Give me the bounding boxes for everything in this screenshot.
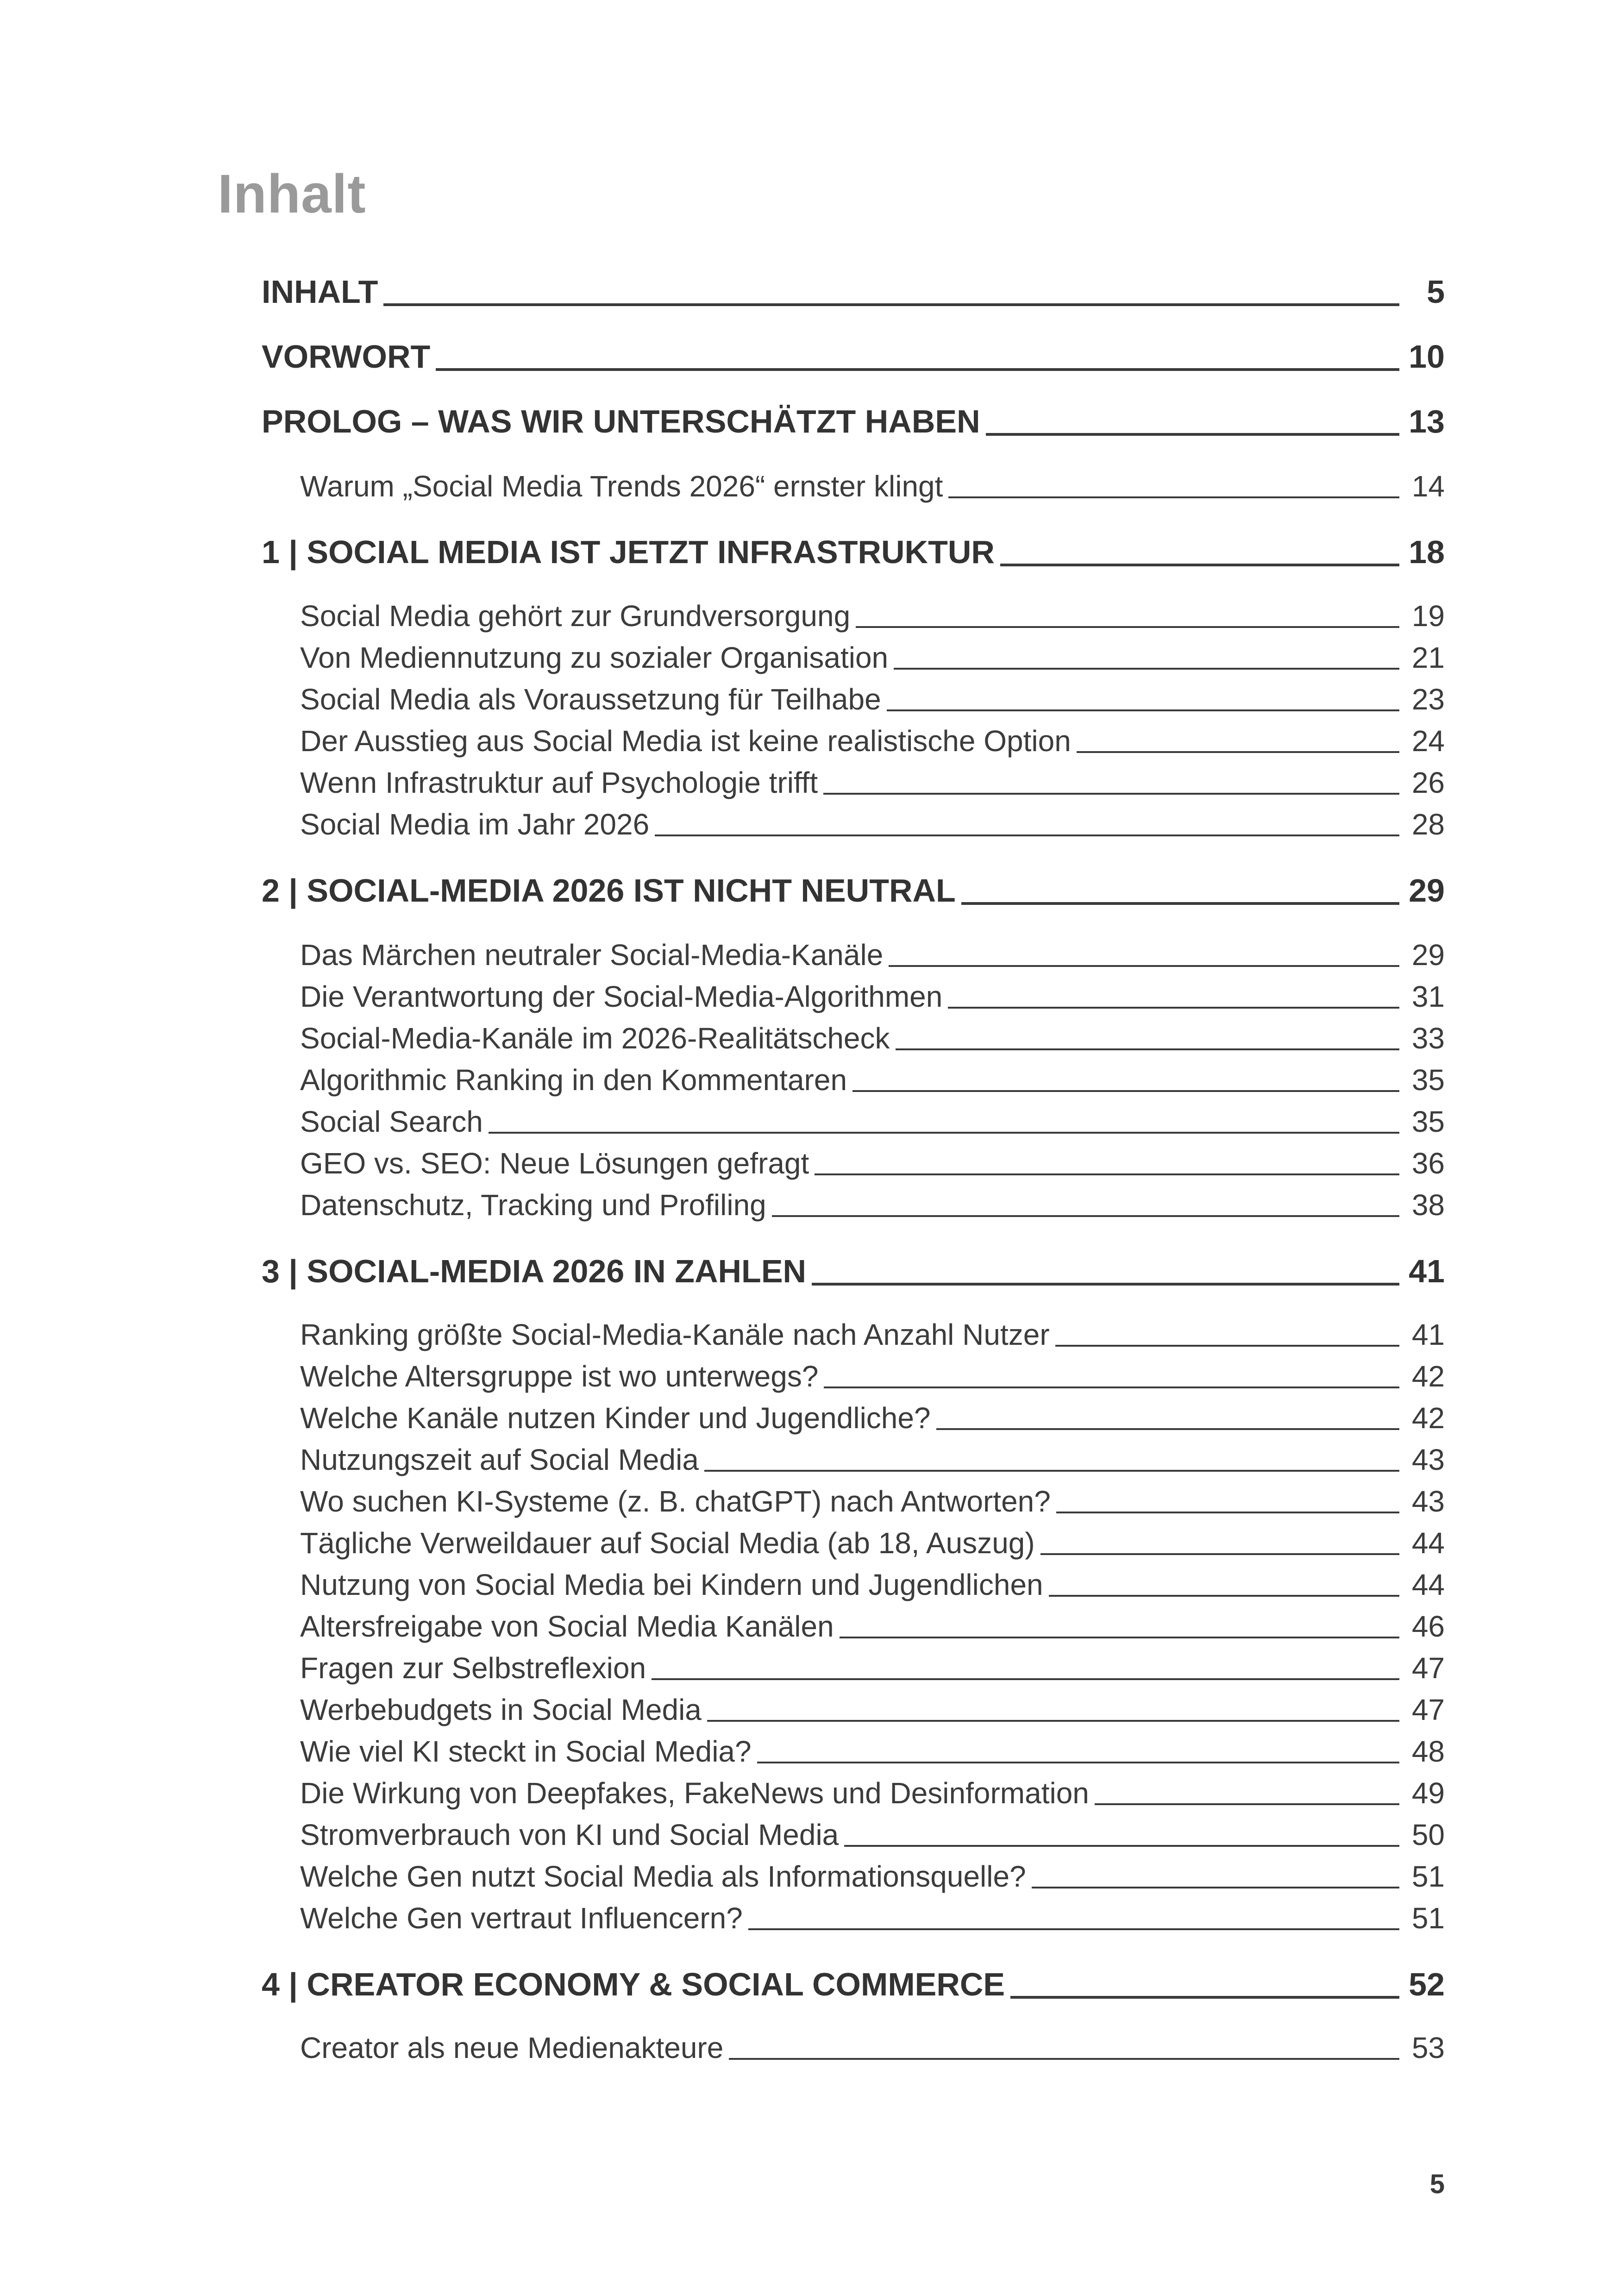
toc-entry-page-number: 48 xyxy=(1411,1735,1445,1768)
toc-entry-page-number: 31 xyxy=(1411,980,1445,1013)
toc-entry-title: Tägliche Verweildauer auf Social Media (ab 18, Auszug) xyxy=(300,1526,1035,1560)
toc-leader-line xyxy=(889,965,1399,967)
toc-leader-line xyxy=(704,1470,1399,1472)
toc-leader-line xyxy=(948,1007,1399,1009)
toc-leader-line xyxy=(894,668,1399,670)
toc-entry-page-number: 36 xyxy=(1411,1147,1445,1180)
toc-leader-line xyxy=(707,1720,1399,1722)
toc-chapter-entry[interactable] xyxy=(262,405,1445,438)
toc-entry-title: Ranking größte Social-Media-Kanäle nach Anzahl Nutzer xyxy=(300,1318,1050,1351)
toc-leader-line xyxy=(815,1173,1399,1175)
toc-section-entry[interactable] xyxy=(300,1023,1445,1053)
toc-entry-title: Welche Kanäle nutzen Kinder und Jugendliche? xyxy=(300,1401,931,1435)
toc-section-entry[interactable] xyxy=(300,1320,1445,1349)
toc-leader-line xyxy=(936,1428,1399,1430)
toc-leader-line xyxy=(1077,751,1399,753)
toc-leader-line xyxy=(1049,1595,1399,1597)
toc-chapter-entry[interactable] xyxy=(262,1968,1445,2001)
toc-section-entry[interactable] xyxy=(300,1695,1445,1725)
toc-leader-line xyxy=(729,2058,1399,2060)
toc-entry-title: PROLOG – WAS WIR UNTERSCHÄTZT HABEN xyxy=(262,403,980,439)
toc-section-entry[interactable] xyxy=(300,1148,1445,1178)
toc-entry-page-number: 5 xyxy=(1427,274,1445,310)
toc-entry-title: Die Verantwortung der Social-Media-Algorithmen xyxy=(300,980,943,1013)
toc-entry-page-number: 51 xyxy=(1411,1901,1445,1935)
toc-leader-line xyxy=(812,1283,1399,1286)
toc-entry-title: Fragen zur Selbstreflexion xyxy=(300,1651,646,1685)
toc-entry-page-number: 28 xyxy=(1411,808,1445,841)
toc-entry-title: Altersfreigabe von Social Media Kanälen xyxy=(300,1610,834,1643)
toc-section-entry[interactable] xyxy=(300,1487,1445,1516)
toc-section-entry[interactable] xyxy=(300,1190,1445,1220)
toc-section-entry[interactable] xyxy=(300,1445,1445,1474)
toc-entry-page-number: 38 xyxy=(1411,1188,1445,1222)
toc-entry-page-number: 19 xyxy=(1411,599,1445,633)
toc-leader-line xyxy=(1055,1345,1399,1347)
toc-entry-title: 4 | CREATOR ECONOMY & SOCIAL COMMERCE xyxy=(262,1966,1005,2002)
toc-leader-line xyxy=(1032,1887,1399,1888)
toc-entry-title: VORWORT xyxy=(262,339,431,375)
toc-entry-page-number: 51 xyxy=(1411,1860,1445,1893)
toc-leader-line xyxy=(1040,1553,1399,1555)
toc-section-entry[interactable] xyxy=(300,2033,1445,2063)
toc-section-entry[interactable] xyxy=(300,940,1445,970)
toc-entry-page-number: 33 xyxy=(1411,1022,1445,1055)
toc-entry-page-number: 29 xyxy=(1409,872,1445,909)
toc-entry-title: Welche Gen vertraut Influencern? xyxy=(300,1901,743,1935)
toc-leader-line xyxy=(824,1386,1399,1388)
toc-section-entry[interactable] xyxy=(300,1737,1445,1766)
toc-entry-title: Social Media als Voraussetzung für Teilhabe xyxy=(300,683,881,716)
toc-leader-line xyxy=(961,902,1399,905)
toc-leader-line xyxy=(887,709,1399,711)
toc-entry-page-number: 21 xyxy=(1411,641,1445,674)
toc-entry-title: Nutzungszeit auf Social Media xyxy=(300,1443,699,1476)
toc-entry-title: Wo suchen KI-Systeme (z. B. chatGPT) nach Antworten? xyxy=(300,1485,1051,1518)
toc-entry-title: 2 | SOCIAL-MEDIA 2026 IST NICHT NEUTRAL xyxy=(262,872,956,909)
toc-leader-line xyxy=(948,496,1399,498)
toc-leader-line xyxy=(986,433,1399,436)
toc-entry-title: Social Search xyxy=(300,1105,483,1138)
toc-entry-title: Von Mediennutzung zu sozialer Organisation xyxy=(300,641,889,674)
toc-leader-line xyxy=(823,793,1399,795)
toc-section-entry[interactable] xyxy=(300,471,1445,501)
toc-chapter-entry[interactable] xyxy=(262,340,1445,373)
toc-leader-line xyxy=(840,1637,1399,1638)
toc-section-entry[interactable] xyxy=(300,684,1445,714)
toc-entry-page-number: 41 xyxy=(1411,1318,1445,1351)
toc-leader-line xyxy=(1010,1996,1399,1999)
toc-entry-page-number: 44 xyxy=(1411,1526,1445,1560)
toc-leader-line xyxy=(896,1048,1400,1050)
toc-section-entry[interactable] xyxy=(300,1528,1445,1558)
toc-section-entry[interactable] xyxy=(300,1653,1445,1683)
toc-entry-title: Welche Gen nutzt Social Media als Informationsquelle? xyxy=(300,1860,1026,1893)
toc-entry-page-number: 44 xyxy=(1411,1568,1445,1601)
toc-entry-title: Werbebudgets in Social Media xyxy=(300,1693,702,1726)
toc-leader-line xyxy=(1095,1803,1399,1805)
toc-leader-line xyxy=(844,1845,1399,1847)
toc-entry-page-number: 47 xyxy=(1411,1651,1445,1685)
toc-leader-line xyxy=(772,1215,1399,1217)
toc-leader-line xyxy=(652,1678,1399,1680)
toc-entry-title: Wie viel KI steckt in Social Media? xyxy=(300,1735,752,1768)
toc-section-entry[interactable] xyxy=(300,1820,1445,1850)
toc-chapter-entry[interactable] xyxy=(262,1255,1445,1287)
toc-entry-title: Stromverbrauch von KI und Social Media xyxy=(300,1818,839,1851)
toc-entry-page-number: 52 xyxy=(1409,1966,1445,2002)
toc-entry-page-number: 18 xyxy=(1409,534,1445,570)
toc-section-entry[interactable] xyxy=(300,643,1445,672)
toc-entry-page-number: 29 xyxy=(1411,938,1445,972)
toc-entry-page-number: 14 xyxy=(1411,470,1445,503)
toc-chapter-entry[interactable] xyxy=(262,276,1445,308)
toc-entry-page-number: 46 xyxy=(1411,1610,1445,1643)
toc-leader-line xyxy=(757,1762,1399,1763)
toc-section-entry[interactable] xyxy=(300,1403,1445,1433)
toc-entry-title: INHALT xyxy=(262,274,378,310)
toc-entry-title: Wenn Infrastruktur auf Psychologie trifft xyxy=(300,766,818,799)
toc-leader-line xyxy=(852,1090,1399,1092)
toc-entry-page-number: 13 xyxy=(1409,403,1445,439)
toc-section-entry[interactable] xyxy=(300,726,1445,756)
toc-chapter-entry[interactable] xyxy=(262,874,1445,907)
toc-entry-page-number: 42 xyxy=(1411,1360,1445,1393)
toc-leader-line xyxy=(489,1132,1399,1134)
toc-entry-title: Nutzung von Social Media bei Kindern und Jugendlichen xyxy=(300,1568,1043,1601)
toc-section-entry[interactable] xyxy=(300,1903,1445,1933)
toc-entry-page-number: 10 xyxy=(1409,339,1445,375)
toc-section-entry[interactable] xyxy=(300,982,1445,1011)
toc-leader-line xyxy=(1056,1512,1399,1513)
toc-section-entry[interactable] xyxy=(300,1065,1445,1095)
toc-entry-page-number: 43 xyxy=(1411,1485,1445,1518)
toc-entry-title: Welche Altersgruppe ist wo unterwegs? xyxy=(300,1360,819,1393)
toc-entry-page-number: 49 xyxy=(1411,1776,1445,1810)
toc-section-entry[interactable] xyxy=(300,1612,1445,1641)
toc-leader-line xyxy=(655,834,1399,836)
toc-entry-title: Der Ausstieg aus Social Media ist keine realistische Option xyxy=(300,724,1071,758)
toc-entry-page-number: 47 xyxy=(1411,1693,1445,1726)
toc-entry-title: Social Media gehört zur Grundversorgung xyxy=(300,599,851,633)
toc-entry-title: Creator als neue Medienakteure xyxy=(300,2031,724,2064)
toc-section-entry[interactable] xyxy=(300,601,1445,631)
toc-entry-page-number: 42 xyxy=(1411,1401,1445,1435)
toc-entry-page-number: 50 xyxy=(1411,1818,1445,1851)
toc-entry-page-number: 24 xyxy=(1411,724,1445,758)
toc-entry-page-number: 41 xyxy=(1409,1253,1445,1289)
toc-section-entry[interactable] xyxy=(300,809,1445,839)
toc-entry-title: Algorithmic Ranking in den Kommentaren xyxy=(300,1063,847,1097)
toc-entry-title: GEO vs. SEO: Neue Lösungen gefragt xyxy=(300,1147,809,1180)
footer-page-number: 5 xyxy=(1429,2169,1445,2199)
toc-section-entry[interactable] xyxy=(300,1107,1445,1136)
toc-section-entry[interactable] xyxy=(300,768,1445,797)
toc-entry-title: Datenschutz, Tracking und Profiling xyxy=(300,1188,766,1222)
toc-chapter-entry[interactable] xyxy=(262,536,1445,568)
toc-entry-page-number: 35 xyxy=(1411,1105,1445,1138)
page-title: Inhalt xyxy=(218,163,366,225)
toc-entry-title: 1 | SOCIAL MEDIA IST JETZT INFRASTRUKTUR xyxy=(262,534,995,570)
toc-entry-title: Warum „Social Media Trends 2026“ ernster klingt xyxy=(300,470,943,503)
toc-entry-page-number: 35 xyxy=(1411,1063,1445,1097)
toc-entry-title: Social Media im Jahr 2026 xyxy=(300,808,650,841)
toc-entry-page-number: 26 xyxy=(1411,766,1445,799)
toc-leader-line xyxy=(856,626,1399,628)
toc-entry-title: Das Märchen neutraler Social-Media-Kanäle xyxy=(300,938,884,972)
toc-section-entry[interactable] xyxy=(300,1862,1445,1891)
toc-leader-line xyxy=(1000,564,1399,566)
toc-leader-line xyxy=(748,1928,1399,1930)
toc-entry-page-number: 23 xyxy=(1411,683,1445,716)
toc-section-entry[interactable] xyxy=(300,1570,1445,1600)
toc-section-entry[interactable] xyxy=(300,1361,1445,1391)
toc-entry-page-number: 43 xyxy=(1411,1443,1445,1476)
toc-section-entry[interactable] xyxy=(300,1778,1445,1808)
toc-entry-title: Social-Media-Kanäle im 2026-Realitätscheck xyxy=(300,1022,890,1055)
toc-entry-page-number: 53 xyxy=(1411,2031,1445,2064)
toc-leader-line xyxy=(383,303,1399,306)
toc-entry-title: 3 | SOCIAL-MEDIA 2026 IN ZAHLEN xyxy=(262,1253,807,1289)
toc-leader-line xyxy=(436,368,1399,371)
toc-entry-title: Die Wirkung von Deepfakes, FakeNews und Desinformation xyxy=(300,1776,1089,1810)
